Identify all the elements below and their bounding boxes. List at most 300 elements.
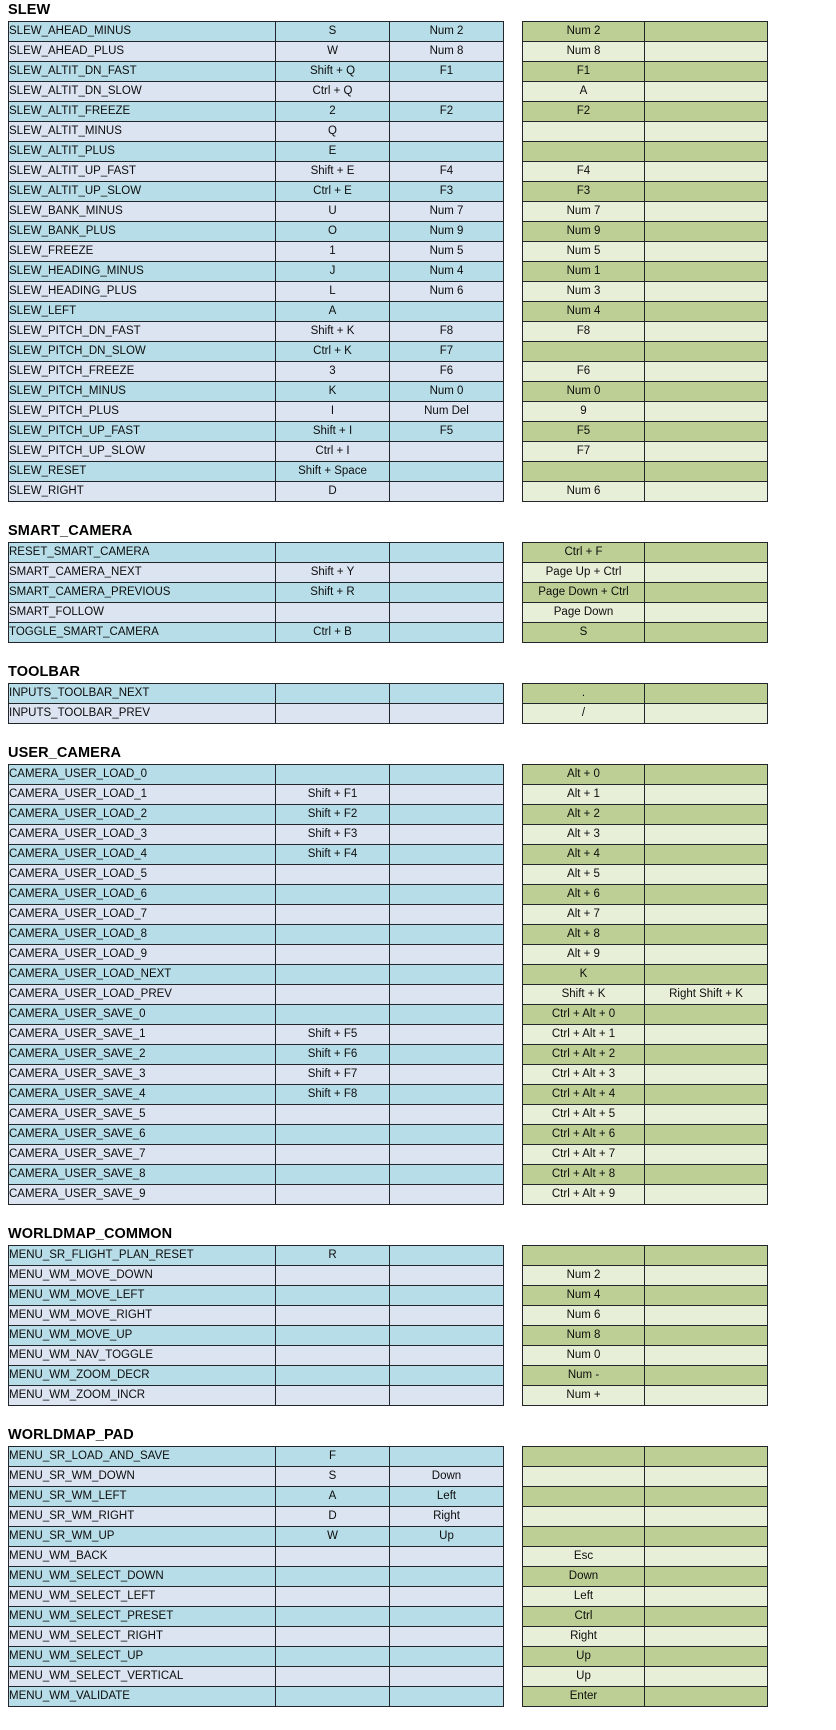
binding-key-2 <box>390 442 504 462</box>
table-row <box>9 22 504 42</box>
binding-key-4 <box>645 925 768 945</box>
binding-action-name: INPUTS_TOOLBAR_NEXT <box>9 684 276 704</box>
binding-key-1: S <box>276 22 390 42</box>
bindings-table-secondary <box>522 683 768 724</box>
binding-key-3: Num 6 <box>523 482 645 502</box>
binding-key-4 <box>645 482 768 502</box>
table-row <box>9 985 504 1005</box>
binding-key-3: F1 <box>523 62 645 82</box>
table-row <box>9 322 504 342</box>
binding-key-1: W <box>276 42 390 62</box>
binding-action-name: SLEW_AHEAD_PLUS <box>9 42 276 62</box>
binding-key-3: Num 0 <box>523 382 645 402</box>
binding-key-3: Alt + 6 <box>523 885 645 905</box>
binding-key-3: Num 4 <box>523 1286 645 1306</box>
binding-action-name: MENU_WM_SELECT_RIGHT <box>9 1627 276 1647</box>
binding-action-name: CAMERA_USER_LOAD_2 <box>9 805 276 825</box>
binding-action-name: CAMERA_USER_SAVE_1 <box>9 1025 276 1045</box>
binding-action-name: CAMERA_USER_LOAD_8 <box>9 925 276 945</box>
binding-key-1 <box>276 985 390 1005</box>
table-row <box>9 845 504 865</box>
binding-key-2 <box>390 885 504 905</box>
binding-action-name: CAMERA_USER_SAVE_2 <box>9 1045 276 1065</box>
binding-key-2 <box>390 825 504 845</box>
table-row <box>523 162 768 182</box>
table-row <box>523 623 768 643</box>
table-row <box>523 1627 768 1647</box>
table-row <box>9 1687 504 1707</box>
binding-key-3: Alt + 4 <box>523 845 645 865</box>
table-row <box>523 1567 768 1587</box>
binding-key-2 <box>390 1185 504 1205</box>
binding-key-3: Up <box>523 1667 645 1687</box>
table-row <box>9 583 504 603</box>
table-row <box>9 1607 504 1627</box>
binding-key-2: Up <box>390 1527 504 1547</box>
binding-key-4 <box>645 684 768 704</box>
binding-action-name: SLEW_ALTIT_UP_SLOW <box>9 182 276 202</box>
binding-key-2 <box>390 865 504 885</box>
binding-action-name: MENU_SR_FLIGHT_PLAN_RESET <box>9 1246 276 1266</box>
binding-key-2: F7 <box>390 342 504 362</box>
table-row <box>9 1346 504 1366</box>
binding-key-3: Alt + 1 <box>523 785 645 805</box>
binding-key-4 <box>645 1005 768 1025</box>
table-row <box>523 1185 768 1205</box>
binding-action-name: MENU_SR_LOAD_AND_SAVE <box>9 1447 276 1467</box>
binding-key-2 <box>390 302 504 322</box>
binding-key-1: J <box>276 262 390 282</box>
binding-key-4 <box>645 1527 768 1547</box>
binding-key-2 <box>390 623 504 643</box>
binding-key-4: Right Shift + K <box>645 985 768 1005</box>
binding-key-1 <box>276 905 390 925</box>
table-row <box>523 945 768 965</box>
binding-key-1: D <box>276 482 390 502</box>
bindings-table-primary <box>8 1446 504 1707</box>
table-row <box>523 1005 768 1025</box>
binding-key-3: Alt + 3 <box>523 825 645 845</box>
binding-key-3 <box>523 342 645 362</box>
table-row <box>523 563 768 583</box>
binding-key-2 <box>390 985 504 1005</box>
binding-key-3: F5 <box>523 422 645 442</box>
table-row <box>523 422 768 442</box>
binding-key-2 <box>390 1587 504 1607</box>
table-row <box>9 543 504 563</box>
binding-action-name: MENU_WM_SELECT_PRESET <box>9 1607 276 1627</box>
table-row <box>523 583 768 603</box>
binding-key-4 <box>645 1447 768 1467</box>
binding-key-4 <box>645 122 768 142</box>
table-row <box>9 1547 504 1567</box>
binding-key-3: A <box>523 82 645 102</box>
table-row <box>9 1165 504 1185</box>
table-row <box>9 82 504 102</box>
binding-action-name: CAMERA_USER_LOAD_9 <box>9 945 276 965</box>
binding-key-4 <box>645 1366 768 1386</box>
binding-action-name: CAMERA_USER_LOAD_1 <box>9 785 276 805</box>
binding-action-name: SLEW_ALTIT_UP_FAST <box>9 162 276 182</box>
section-spacer <box>0 724 836 745</box>
binding-action-name: MENU_SR_WM_DOWN <box>9 1467 276 1487</box>
binding-key-3 <box>523 1467 645 1487</box>
binding-key-1: Shift + Q <box>276 62 390 82</box>
binding-key-4 <box>645 1085 768 1105</box>
binding-action-name: MENU_WM_MOVE_UP <box>9 1326 276 1346</box>
table-row <box>523 543 768 563</box>
binding-key-2: F3 <box>390 182 504 202</box>
table-row <box>9 704 504 724</box>
binding-key-1 <box>276 1286 390 1306</box>
table-row <box>523 925 768 945</box>
table-row <box>523 282 768 302</box>
binding-key-3: Down <box>523 1567 645 1587</box>
binding-key-4 <box>645 1487 768 1507</box>
table-row <box>523 262 768 282</box>
binding-key-4 <box>645 1286 768 1306</box>
bindings-table-secondary <box>522 21 768 502</box>
table-row <box>523 1467 768 1487</box>
binding-key-4 <box>645 342 768 362</box>
table-row <box>523 603 768 623</box>
binding-key-3: Up <box>523 1647 645 1667</box>
table-row <box>9 1125 504 1145</box>
binding-key-3 <box>523 1507 645 1527</box>
binding-action-name: SLEW_FREEZE <box>9 242 276 262</box>
binding-key-1: Shift + F8 <box>276 1085 390 1105</box>
table-row <box>523 122 768 142</box>
binding-action-name: SLEW_ALTIT_DN_SLOW <box>9 82 276 102</box>
binding-key-1: Shift + F6 <box>276 1045 390 1065</box>
binding-key-1 <box>276 1165 390 1185</box>
binding-action-name: MENU_SR_WM_UP <box>9 1527 276 1547</box>
table-row <box>523 1165 768 1185</box>
table-row <box>523 704 768 724</box>
binding-key-3 <box>523 142 645 162</box>
binding-key-2 <box>390 142 504 162</box>
binding-key-1 <box>276 1346 390 1366</box>
binding-action-name: MENU_WM_MOVE_LEFT <box>9 1286 276 1306</box>
binding-key-3: F2 <box>523 102 645 122</box>
table-row <box>523 1306 768 1326</box>
bindings-table-primary <box>8 542 504 643</box>
section-spacer <box>0 1406 836 1427</box>
table-row <box>523 1687 768 1707</box>
binding-key-2 <box>390 965 504 985</box>
binding-action-name: SLEW_AHEAD_MINUS <box>9 22 276 42</box>
binding-key-1: L <box>276 282 390 302</box>
binding-action-name: SLEW_ALTIT_PLUS <box>9 142 276 162</box>
binding-key-3 <box>523 1447 645 1467</box>
table-row <box>9 1667 504 1687</box>
table-row <box>523 985 768 1005</box>
binding-key-1: D <box>276 1507 390 1527</box>
binding-key-3: Num 0 <box>523 1346 645 1366</box>
binding-key-2 <box>390 1165 504 1185</box>
binding-key-4 <box>645 1326 768 1346</box>
binding-action-name: SLEW_PITCH_FREEZE <box>9 362 276 382</box>
section-tables <box>0 542 836 643</box>
binding-key-2 <box>390 1145 504 1165</box>
binding-key-2 <box>390 82 504 102</box>
table-row <box>523 102 768 122</box>
binding-action-name: CAMERA_USER_SAVE_9 <box>9 1185 276 1205</box>
binding-key-2 <box>390 1346 504 1366</box>
binding-key-1 <box>276 1306 390 1326</box>
binding-key-2 <box>390 1286 504 1306</box>
binding-key-1: 3 <box>276 362 390 382</box>
binding-key-1: Ctrl + B <box>276 623 390 643</box>
table-row <box>523 1547 768 1567</box>
table-row <box>9 1045 504 1065</box>
binding-key-3: Ctrl + Alt + 4 <box>523 1085 645 1105</box>
binding-key-4 <box>645 322 768 342</box>
table-row <box>9 805 504 825</box>
table-row <box>9 945 504 965</box>
table-row <box>523 765 768 785</box>
section-toolbar <box>0 664 836 724</box>
binding-action-name: CAMERA_USER_LOAD_3 <box>9 825 276 845</box>
binding-key-3: Num 7 <box>523 202 645 222</box>
binding-key-4 <box>645 1647 768 1667</box>
binding-action-name: SLEW_ALTIT_DN_FAST <box>9 62 276 82</box>
binding-action-name: SLEW_PITCH_MINUS <box>9 382 276 402</box>
binding-key-1 <box>276 885 390 905</box>
binding-action-name: SLEW_RIGHT <box>9 482 276 502</box>
binding-key-3: Alt + 5 <box>523 865 645 885</box>
binding-action-name: MENU_WM_MOVE_DOWN <box>9 1266 276 1286</box>
binding-key-4 <box>645 422 768 442</box>
section-title: TOOLBAR <box>8 664 81 680</box>
binding-key-1: Shift + K <box>276 322 390 342</box>
table-row <box>9 422 504 442</box>
table-row <box>9 1447 504 1467</box>
binding-key-2 <box>390 1386 504 1406</box>
binding-action-name: SLEW_PITCH_UP_SLOW <box>9 442 276 462</box>
section-title: SMART_CAMERA <box>8 523 133 539</box>
table-row <box>523 342 768 362</box>
binding-key-1 <box>276 765 390 785</box>
binding-key-4 <box>645 885 768 905</box>
table-row <box>9 1185 504 1205</box>
binding-action-name: SLEW_LEFT <box>9 302 276 322</box>
binding-key-3: F3 <box>523 182 645 202</box>
binding-key-1 <box>276 603 390 623</box>
binding-key-4 <box>645 1266 768 1286</box>
table-row <box>9 1085 504 1105</box>
binding-action-name: SLEW_PITCH_DN_SLOW <box>9 342 276 362</box>
section-tables <box>0 1245 836 1406</box>
binding-key-4 <box>645 402 768 422</box>
table-row <box>523 885 768 905</box>
binding-key-3: Ctrl + Alt + 7 <box>523 1145 645 1165</box>
binding-key-1 <box>276 1647 390 1667</box>
binding-action-name: MENU_WM_ZOOM_DECR <box>9 1366 276 1386</box>
table-row <box>523 382 768 402</box>
binding-key-2: F2 <box>390 102 504 122</box>
binding-key-3: Ctrl + Alt + 6 <box>523 1125 645 1145</box>
binding-key-2 <box>390 1647 504 1667</box>
table-row <box>9 1366 504 1386</box>
table-row <box>9 1025 504 1045</box>
binding-key-1: S <box>276 1467 390 1487</box>
binding-key-1 <box>276 1105 390 1125</box>
binding-action-name: INPUTS_TOOLBAR_PREV <box>9 704 276 724</box>
binding-key-4 <box>645 302 768 322</box>
table-row <box>9 623 504 643</box>
binding-key-1: Shift + F5 <box>276 1025 390 1045</box>
binding-action-name: CAMERA_USER_SAVE_3 <box>9 1065 276 1085</box>
table-row <box>523 1667 768 1687</box>
binding-key-1 <box>276 684 390 704</box>
binding-key-3: Right <box>523 1627 645 1647</box>
table-row <box>523 1065 768 1085</box>
binding-key-4 <box>645 765 768 785</box>
binding-key-2: F8 <box>390 322 504 342</box>
table-row <box>523 22 768 42</box>
binding-key-2 <box>390 122 504 142</box>
binding-key-4 <box>645 202 768 222</box>
binding-key-4 <box>645 1165 768 1185</box>
binding-key-1: Shift + F3 <box>276 825 390 845</box>
binding-key-2: F4 <box>390 162 504 182</box>
binding-key-1 <box>276 1567 390 1587</box>
binding-key-4 <box>645 1125 768 1145</box>
table-row <box>9 563 504 583</box>
binding-key-4 <box>645 1386 768 1406</box>
table-row <box>9 1065 504 1085</box>
table-row <box>523 1025 768 1045</box>
binding-key-1: Ctrl + Q <box>276 82 390 102</box>
binding-key-2 <box>390 945 504 965</box>
binding-key-2: Right <box>390 1507 504 1527</box>
table-row <box>9 282 504 302</box>
binding-key-1: R <box>276 1246 390 1266</box>
binding-key-1 <box>276 1587 390 1607</box>
table-row <box>523 302 768 322</box>
binding-key-4 <box>645 1045 768 1065</box>
binding-key-2: Num 8 <box>390 42 504 62</box>
table-row <box>523 1647 768 1667</box>
table-row <box>523 1125 768 1145</box>
table-row <box>523 182 768 202</box>
table-row <box>9 462 504 482</box>
binding-key-1: Ctrl + K <box>276 342 390 362</box>
binding-key-2 <box>390 785 504 805</box>
binding-key-3: Left <box>523 1587 645 1607</box>
binding-key-1: 2 <box>276 102 390 122</box>
bindings-table-secondary <box>522 764 768 1205</box>
bindings-table-secondary <box>522 542 768 643</box>
binding-key-4 <box>645 945 768 965</box>
binding-key-4 <box>645 845 768 865</box>
table-row <box>9 785 504 805</box>
binding-key-4 <box>645 1185 768 1205</box>
binding-key-4 <box>645 1467 768 1487</box>
binding-key-3: Ctrl + Alt + 9 <box>523 1185 645 1205</box>
binding-key-3: Esc <box>523 1547 645 1567</box>
bindings-table-secondary <box>522 1245 768 1406</box>
table-row <box>9 905 504 925</box>
binding-key-3 <box>523 122 645 142</box>
binding-action-name: MENU_WM_SELECT_LEFT <box>9 1587 276 1607</box>
table-row <box>523 442 768 462</box>
binding-key-3: Num 3 <box>523 282 645 302</box>
binding-action-name: CAMERA_USER_SAVE_5 <box>9 1105 276 1125</box>
table-row <box>523 462 768 482</box>
table-row <box>9 1467 504 1487</box>
binding-key-4 <box>645 1105 768 1125</box>
binding-key-3: F8 <box>523 322 645 342</box>
binding-key-3: Num 2 <box>523 1266 645 1286</box>
binding-key-1 <box>276 543 390 563</box>
binding-action-name: CAMERA_USER_SAVE_6 <box>9 1125 276 1145</box>
binding-action-name: MENU_WM_SELECT_DOWN <box>9 1567 276 1587</box>
binding-key-3: Ctrl <box>523 1607 645 1627</box>
binding-key-3: F6 <box>523 362 645 382</box>
table-row <box>523 1346 768 1366</box>
binding-key-4 <box>645 222 768 242</box>
binding-key-3 <box>523 1527 645 1547</box>
table-row <box>9 825 504 845</box>
binding-key-3: Ctrl + F <box>523 543 645 563</box>
binding-key-3: Shift + K <box>523 985 645 1005</box>
binding-key-4 <box>645 362 768 382</box>
binding-key-2 <box>390 1065 504 1085</box>
binding-key-4 <box>645 785 768 805</box>
binding-key-2: Num 9 <box>390 222 504 242</box>
binding-key-4 <box>645 242 768 262</box>
binding-key-3 <box>523 1246 645 1266</box>
binding-key-1 <box>276 1627 390 1647</box>
table-row <box>9 1246 504 1266</box>
binding-action-name: MENU_WM_ZOOM_INCR <box>9 1386 276 1406</box>
binding-key-1: Shift + E <box>276 162 390 182</box>
table-row <box>523 142 768 162</box>
binding-key-2 <box>390 482 504 502</box>
binding-key-3: S <box>523 623 645 643</box>
binding-action-name: MENU_SR_WM_RIGHT <box>9 1507 276 1527</box>
binding-key-2: Num 7 <box>390 202 504 222</box>
binding-key-2 <box>390 1306 504 1326</box>
binding-key-1 <box>276 1326 390 1346</box>
binding-key-2 <box>390 1447 504 1467</box>
binding-action-name: SLEW_PITCH_PLUS <box>9 402 276 422</box>
binding-key-1: Ctrl + I <box>276 442 390 462</box>
binding-key-1 <box>276 925 390 945</box>
table-row <box>523 1366 768 1386</box>
binding-action-name: CAMERA_USER_LOAD_4 <box>9 845 276 865</box>
binding-key-3 <box>523 462 645 482</box>
table-row <box>9 262 504 282</box>
binding-key-3: Num - <box>523 1366 645 1386</box>
binding-key-4 <box>645 162 768 182</box>
binding-key-3: Num + <box>523 1386 645 1406</box>
section-smart_camera <box>0 523 836 643</box>
binding-key-4 <box>645 1507 768 1527</box>
binding-key-2 <box>390 1246 504 1266</box>
binding-key-4 <box>645 965 768 985</box>
table-row <box>523 785 768 805</box>
binding-key-4 <box>645 1306 768 1326</box>
binding-key-3: Enter <box>523 1687 645 1707</box>
binding-key-3: Num 1 <box>523 262 645 282</box>
binding-key-1 <box>276 1185 390 1205</box>
table-row <box>9 1145 504 1165</box>
binding-key-2 <box>390 1005 504 1025</box>
binding-key-1: O <box>276 222 390 242</box>
